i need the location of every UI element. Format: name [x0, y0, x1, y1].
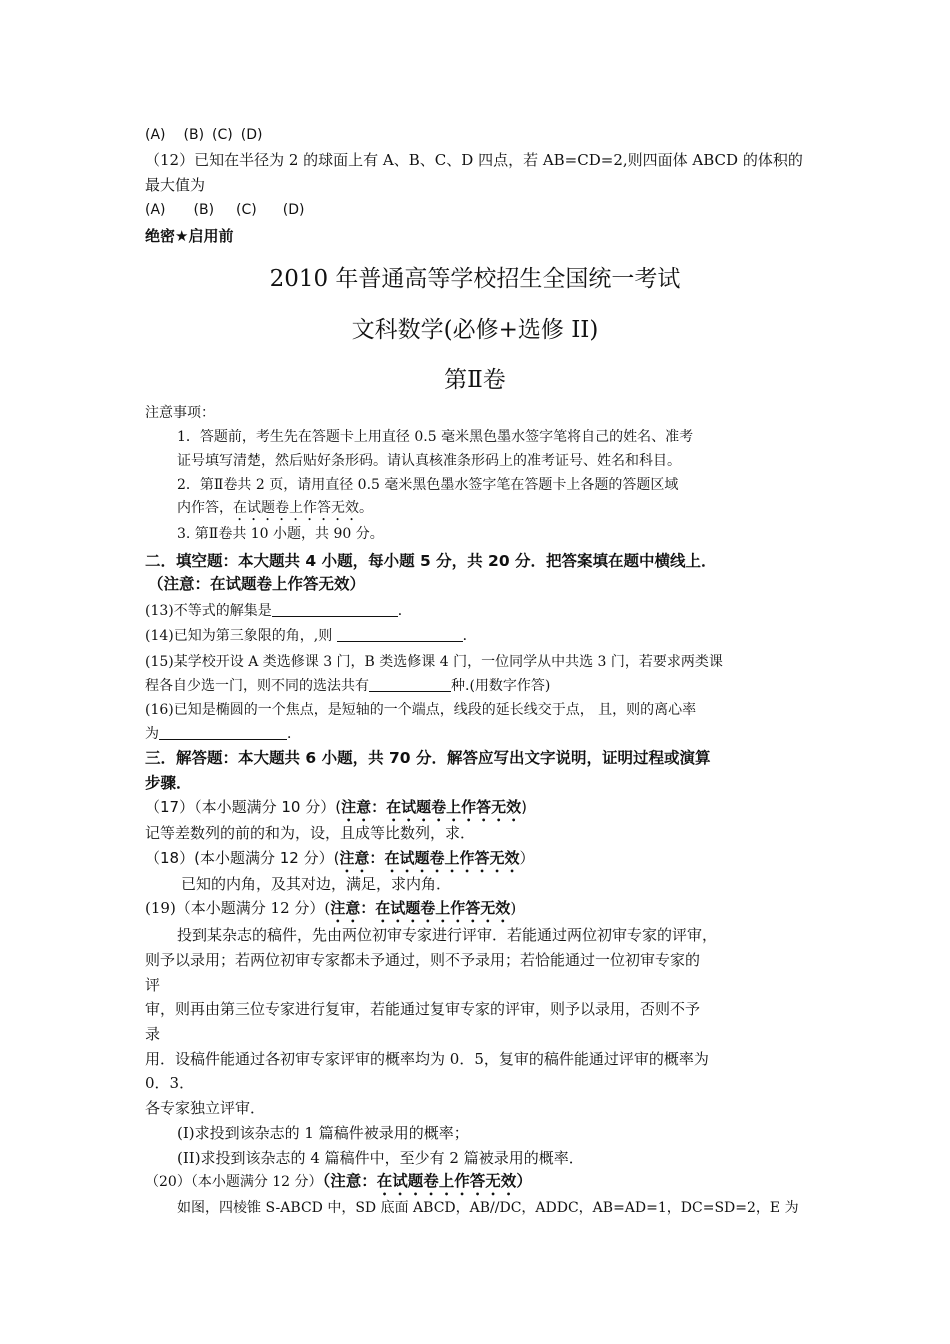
q19-note-b: 在试题卷上作答无效: [375, 899, 511, 917]
q17-body: 记等差数列的前的和为，设，且成等比数列，求．: [145, 824, 476, 842]
q18-body: 已知的内角，及其对边，满足，求内角．: [181, 875, 452, 893]
exam-title: 2010 年普通高等学校招生全国统一考试: [269, 266, 681, 292]
q19-part-2: (II)求投到该杂志的 4 篇稿件中，至少有 2 篇被录用的概率．: [177, 1149, 584, 1167]
q15-line-1: (15)某学校开设 A 类选修课 3 门，B 类选修课 4 门，一位同学从中共选 3 门，若要求两类课: [145, 654, 723, 670]
q12-choices: [145, 200, 322, 220]
q19-part-1: (I)求投到该杂志的 1 篇稿件被录用的概率；: [177, 1124, 469, 1142]
q16-answer-blank[interactable]: [159, 725, 287, 740]
q14-answer-blank[interactable]: [337, 627, 463, 642]
q15-line-2: [145, 676, 550, 696]
q16-line-2: [145, 724, 301, 744]
q18-heading: [145, 848, 534, 876]
q13-end: ．: [397, 603, 412, 619]
q12-choice-c: (C): [236, 202, 257, 218]
q20-head-prefix: （20）（本小题满分 12 分）: [145, 1174, 323, 1190]
secret-label: 绝密★启用前: [145, 227, 234, 245]
notice-heading: 注意事项：: [145, 405, 215, 421]
notice-item-2-emphasis: 在试题卷上作答无效: [233, 500, 359, 516]
q16-suffix: ．: [287, 726, 301, 742]
q19-heading: [145, 898, 516, 926]
q14-text: (14)已知为第三象限的角，,则: [145, 628, 337, 644]
notice-item-2-line-1: 2．第Ⅱ卷共 2 页，请用直径 0.5 毫米黑色墨水签字笔在答题卡上各题的答题区域: [177, 477, 679, 493]
q20-note-b: 在试题卷上作答无效: [376, 1172, 517, 1190]
section-3-heading-line-1: 三．解答题：本大题共 6 小题，共 70 分．解答应写出文字说明，证明过程或演算: [145, 749, 711, 767]
section-2-note: （注意：在试题卷上作答无效）: [148, 575, 366, 593]
q13-answer-blank[interactable]: [272, 602, 398, 617]
notice-item-1-line-2: 证号填写清楚，然后贴好条形码。请认真核准条形码上的准考证号、姓名和科目。: [177, 453, 681, 469]
q12-choice-a: (A): [145, 202, 166, 218]
q12-line-2: 最大值为: [145, 176, 206, 194]
notice-item-2-prefix: 内作答，: [177, 500, 233, 516]
q11-choice-d: (D): [240, 127, 263, 143]
q17-head-suffix: ): [521, 798, 527, 816]
q12-choice-b: (B): [193, 202, 215, 218]
q20-head-suffix: ）: [516, 1172, 532, 1190]
q19-body-line-4: 审，则再由第三位专家进行复审，若能通过复审专家的评审，则予以录用，否则不予: [145, 1000, 701, 1018]
notice-item-1-line-1: 1．答题前，考生先在答题卡上用直径 0.5 毫米黑色墨水签字笔将自己的姓名、准考: [177, 429, 694, 445]
section-3-heading-line-2: 步骤．: [145, 774, 192, 792]
q19-head-suffix: ): [510, 899, 517, 917]
q11-choice-b: (B): [183, 127, 205, 143]
notice-item-3: 3. 第Ⅱ卷共 10 小题，共 90 分。: [177, 526, 384, 542]
q19-note-a: 注意：: [330, 899, 376, 917]
q11-choices: [145, 125, 280, 145]
q14: [145, 626, 477, 646]
q17-heading: [145, 797, 527, 825]
q19-body-line-8: 各专家独立评审．: [145, 1099, 266, 1117]
q19-body-line-1: 投到某杂志的稿件，先由两位初审专家进行评审．若能通过两位初审专家的评审，: [177, 926, 718, 944]
q20-body: 如图，四棱锥 S-ABCD 中，SD 底面 ABCD，AB//DC，ADDC，AB=AD=1，DC=SD=2，E 为: [177, 1200, 799, 1216]
q16-line-1: (16)已知是椭圆的一个焦点，是短轴的一个端点，线段的延长线交于点， 且，则的离心率: [145, 702, 697, 718]
notice-item-2-suffix: 。: [359, 500, 373, 516]
q11-choice-c: (C): [212, 127, 233, 143]
q17-note-b: 在试题卷上作答无效: [386, 798, 522, 816]
section-2-heading: 二．填空题：本大题共 4 小题，每小题 5 分，共 20 分．把答案填在题中横线上．: [145, 552, 717, 570]
q16-prefix: 为: [145, 726, 159, 742]
q19-body-line-5: 录: [145, 1025, 161, 1043]
q13-text: (13)不等式的解集是: [145, 603, 272, 619]
paper-section-title: 第Ⅱ卷: [444, 367, 506, 393]
q14-end: ．: [462, 628, 477, 644]
q15-answer-blank[interactable]: [369, 677, 451, 692]
q17-head-prefix: （17）（本小题满分 10 分）(: [145, 798, 342, 816]
q19-body-line-3: 评: [145, 976, 161, 994]
q15-prefix: 程各自少选一门，则不同的选法共有: [145, 678, 369, 694]
q15-suffix: 种.(用数字作答): [451, 678, 551, 694]
q18-head-suffix: ）: [519, 849, 535, 867]
q17-note-a: 注意：: [341, 798, 387, 816]
q19-body-line-2: 则予以录用；若两位初审专家都未予通过，则不予录用；若恰能通过一位初审专家的: [145, 951, 701, 969]
q18-note-b: 在试题卷上作答无效: [384, 849, 520, 867]
q11-choice-a: (A): [145, 127, 166, 143]
q20-note-a: （注意：: [322, 1172, 377, 1190]
notice-item-2-line-2: [177, 498, 373, 524]
q19-body-line-7: 0．3．: [145, 1074, 195, 1092]
q20-heading: [145, 1171, 532, 1199]
q12-line-1: （12）已知在半径为 2 的球面上有 A、B、C、D 四点，若 AB=CD=2,则四面体 ABCD 的体积的: [145, 151, 803, 169]
q18-note-a: 注意：: [339, 849, 385, 867]
q13: [145, 601, 412, 621]
q12-choice-d: (D): [282, 202, 305, 218]
exam-subtitle: 文科数学(必修+选修 II): [351, 317, 599, 343]
q19-body-line-6: 用．设稿件能通过各初审专家评审的概率均为 0．5，复审的稿件能通过评审的概率为: [145, 1050, 709, 1068]
q18-head-prefix: （18）(本小题满分 12 分）(: [145, 849, 340, 867]
q19-head-prefix: (19)（本小题满分 12 分）(: [145, 899, 331, 917]
